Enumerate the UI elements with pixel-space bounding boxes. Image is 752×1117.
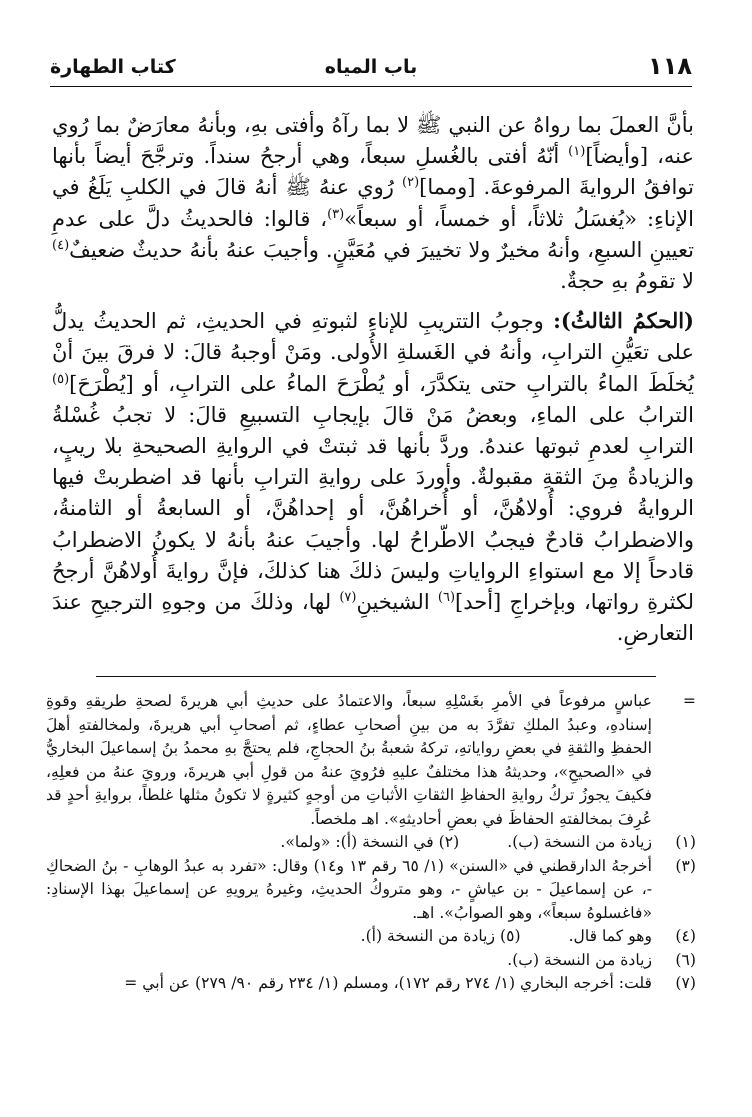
footnote-ref-3: (٣) — [327, 206, 345, 222]
continuation-marker: = — [682, 692, 696, 710]
footnote-5-text: زيادة من النسخة (أ). — [360, 927, 496, 945]
footnote-ref-5: (٥) — [52, 371, 70, 387]
footnote-3-text: أخرجهُ الدارقطني في «السنن» (١/ ٦٥ رقم ١٣ و١٤) وقال: «تفرد به عبدُ الوهابِ - بنُ الضحاكِ -، عن إسماعيلَ - بن عياشٍ -، وهو متروكُ الحديثِ، وغيرهُ يرويهِ عن إسماعيلَ بهذا الإسنادِ: «فاغسلوهُ سبعاً»، وهو الصوابُ». اهـ. — [46, 856, 652, 922]
footnote-ref-2: (٢) — [402, 175, 420, 191]
footnote-row-4-5 — [46, 925, 696, 949]
page-number: ١١٨ — [648, 52, 692, 80]
text-run: وجوبُ التتريبِ للإناءِ لثبوتهِ في الحديثِ، ثم الحديثُ يدلُّ على تعَيُّنِ الترابِ، وأنهُ في الغَسلةِ الأُولى. ومَنْ أوجبهُ قالَ: لا فرقَ بينَ أنْ يُخلَطَ الماءُ بالترابِ حتى يتكدَّرَ، أو يُطْرَحَ الماءُ على الترابِ، أو [يُطْرَحَ] — [52, 309, 695, 396]
footnote-1-text: زيادة من النسخة (ب). — [507, 833, 652, 851]
footnote-marker-6: (٦) — [675, 950, 696, 969]
footnote-marker-5: (٥) — [500, 927, 521, 945]
footnote-continuation — [46, 690, 696, 831]
footnotes — [46, 690, 696, 996]
footnote-divider — [96, 676, 656, 677]
footnote-7 — [46, 972, 696, 996]
paragraph-1 — [52, 110, 694, 297]
footnote-7-text: قلت: أخرجه البخاري (١/ ٢٧٤ رقم ١٧٢)، ومسلم (١/ ٢٣٤ رقم ٩٠/ ٢٧٩) عن أبي = — [124, 974, 652, 992]
footnote-6 — [46, 949, 696, 973]
footnote-4-text: وهو كما قال. — [568, 927, 652, 945]
footnote-6-text: زيادة من النسخة (ب). — [507, 950, 652, 969]
text-run: الشيخينِ — [356, 590, 438, 615]
footnote-2 — [280, 831, 459, 855]
text-run: أنّهُ أفتى بالغُسلِ سبعاً، وهي أرجحُ سنداً. وترجَّحَ أيضاً بأنها توافقُ الروايةَ المرفوعةَ. [ومما] — [52, 144, 694, 200]
footnote-text: عباسٍ مرفوعاً في الأمرِ بغَسْلِهِ سبعاً، والاعتمادُ على حديثِ أبي هريرةَ لصحةِ طريقهِ وقوةِ إسنادهِ، وعبدُ الملكِ تفرَّدَ به من بينِ أصحابِ عطاءٍ، ثم أصحابِ أبي هريرةَ، ولمخالفتهِ أهلَ الحفظِ والثقةِ في بعضِ رواياتهِ، تركهُ شعبةُ بنُ الحجاجِ، فلم يحتجَّ بهِ محمدُ بنُ إسماعيلَ البخاريُّ في «الصحيحِ»، وحديثهُ هذا مختلفٌ عليهِ فرُويَ عنهُ من قولِ أبي هريرةَ، ورويَ عنهُ من فعلِهِ، فكيفَ يجوزُ تركُ روايةِ الحفاظِ الثقاتِ الأثباتِ من أوجهٍ كثيرةٍ لا تكونُ مثلها غلطاً، بروايةِ أحدٍ قد عُرِفَ بمخالفتهِ الحفاظَ في بعضِ أحاديثهِ». اهـ ملخصاً. — [46, 692, 652, 828]
paragraph-2 — [52, 305, 694, 649]
footnote-row-1-2 — [46, 831, 696, 855]
footnote-ref-7: (٧) — [339, 590, 357, 606]
text-run: الترابُ على الماءِ، وبعضُ مَنْ قالَ بإيجابِ التسبيعِ قالَ: لا تجبُ غُسْلةُ الترابِ لعدمِ ثبوتها عندهُ. وردَّ بأنها قد ثبتتْ في الروايةِ الصحيحةِ بلا ريبٍ، والزيادةُ مِنَ الثقةِ مقبولةٌ. وأوردَ على روايةِ الترابِ بأنها قد اضطربتْ فيها الروايةُ فروي: أُولاهُنَّ، أو أُخراهُنَّ، أو إحداهُنَّ، أو السابعةُ أو الثامنةُ، والاضطرابُ قادحٌ فيجبُ الاطّراحُ لها. وأجيبَ عنهُ بأنهُ لا يكونُ الاضطرابُ قادحاً إلا مع استواءِ الرواياتِ وليسَ ذلكَ هنا كذلكَ، فإنَّ روايةَ أُولاهُنَّ أرجحُ لكثرةِ رواتها، وبإخراجِ [أحد] — [52, 402, 694, 615]
text-run: لها، وذلكَ من وجوهِ الترجيحِ عندَ التعارضِ. — [52, 590, 694, 646]
main-text — [52, 110, 694, 649]
footnote-marker-1: (١) — [675, 833, 696, 851]
text-run: بأنَّ العملَ بما رواهُ عن النبي ﷺ لا بما رآهُ وأفتى بهِ، وبأنهُ معارَضٌ بما رُوي عنه، [وأيضاً] — [52, 113, 694, 169]
footnote-2-text: في النسخة (أ): «ولما». — [280, 833, 434, 851]
footnote-marker-7: (٧) — [675, 974, 696, 992]
page-header — [50, 52, 692, 87]
footnote-3 — [46, 855, 696, 926]
chapter-title: باب المياه — [324, 56, 418, 78]
footnote-ref-1: (١) — [568, 144, 586, 160]
text-run: ، قالوا: فالحديثُ دلَّ على عدمِ تعيينِ السبعِ، وأنهُ مخيرٌ ولا تخييرَ في مُعَيَّنٍ. وأجيبَ عنهُ بأنهُ حديثٌ ضعيفٌ — [52, 206, 694, 262]
footnote-marker-3: (٣) — [675, 856, 696, 875]
ruling-heading: (الحكمُ الثالثُ): — [553, 308, 694, 334]
book-title: كتاب الطهارة — [50, 56, 176, 78]
text-run: لا تقومُ بهِ حجةٌ. — [560, 269, 694, 294]
text-run: رُوي عنهُ ﷺ أنهُ قالَ في الكلبِ يَلَغُ في الإناءِ: «يُغسَلُ ثلاثاً، أو خمساً، أو سبعاً» — [52, 175, 694, 231]
footnote-5 — [361, 925, 521, 949]
footnote-ref-4: (٤) — [52, 237, 70, 253]
footnote-ref-6: (٦) — [437, 590, 456, 606]
footnote-marker-4: (٤) — [675, 927, 696, 945]
footnote-marker-2: (٢) — [438, 833, 460, 851]
